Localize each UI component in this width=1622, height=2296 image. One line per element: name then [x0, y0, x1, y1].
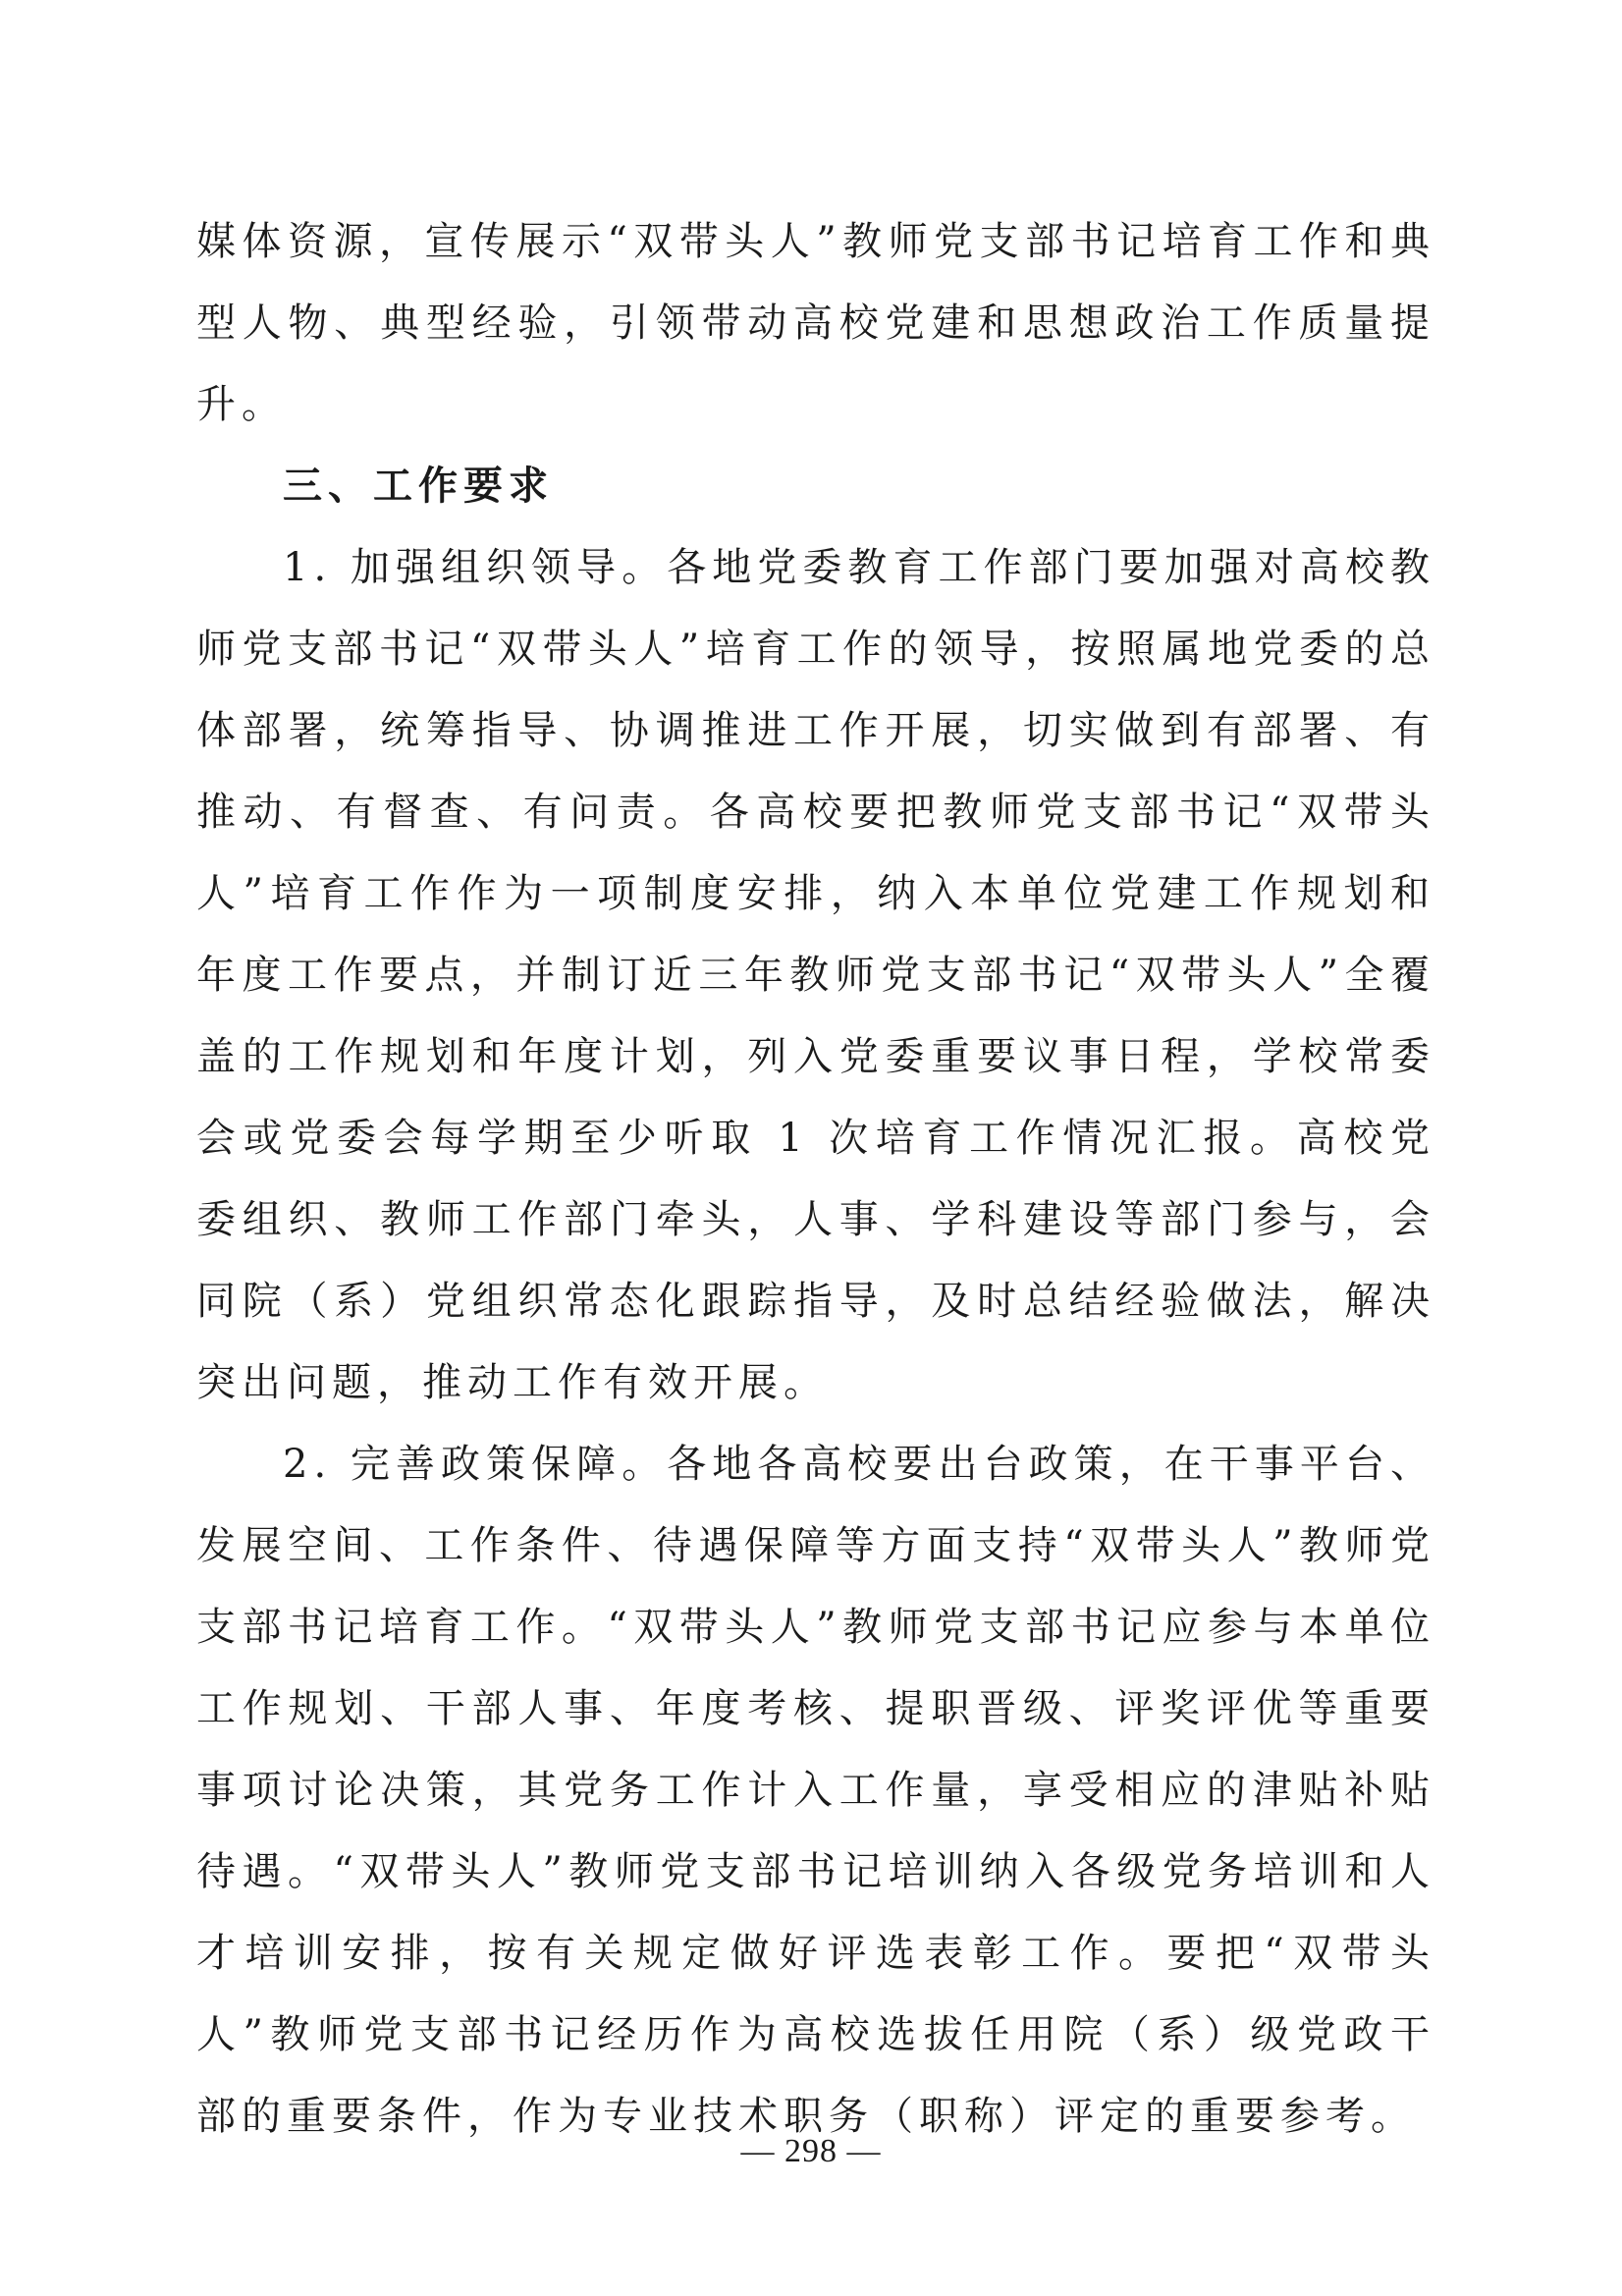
requirement-item-2: 2. 完善政策保障。各地各高校要出台政策，在干事平台、发展空间、工作条件、待遇保障等方面支持“双带头人”教师党支部书记培育工作。“双带头人”教师党支部书记应参与本单位工作规划、干部人事、年度考核、提职晋级、评奖评优等重要事项讨论决策，其党务工作计入工作量，享受相应的津贴补贴待遇。“双带头人”教师党支部书记培训纳入各级党务培训和人才培训安排，按有关规定做好评选表彰工作。要把“双带头人”教师党支部书记经历作为高校选拔任用院（系）级党政干部的重要条件，作为专业技术职务（职称）评定的重要参考。 [196, 1442, 1435, 2139]
intro-continuation-paragraph: 媒体资源，宣传展示“双带头人”教师党支部书记培育工作和典型人物、典型经验，引领带动高校党建和思想政治工作质量提升。 [196, 219, 1435, 427]
requirement-item-1: 1. 加强组织领导。各地党委教育工作部门要加强对高校教师党支部书记“双带头人”培育工作的领导，按照属地党委的总体部署，统筹指导、协调推进工作开展，切实做到有部署、有推动、有督查、有问责。各高校要把教师党支部书记“双带头人”培育工作作为一项制度安排，纳入本单位党建工作规划和年度工作要点，并制订近三年教师党支部书记“双带头人”全覆盖的工作规划和年度计划，列入党委重要议事日程，学校常委会或党委会每学期至少听取 1 次培育工作情况汇报。高校党委组织、教师工作部门牵头，人事、学科建设等部门参与，会同院（系）党组织常态化跟踪指导，及时总结经验做法，解决突出问题，推动工作有效开展。 [196, 545, 1435, 1405]
document-body [196, 201, 1435, 2158]
section-heading: 三、工作要求 [283, 464, 554, 509]
page-number: — 298 — [740, 2133, 882, 2169]
